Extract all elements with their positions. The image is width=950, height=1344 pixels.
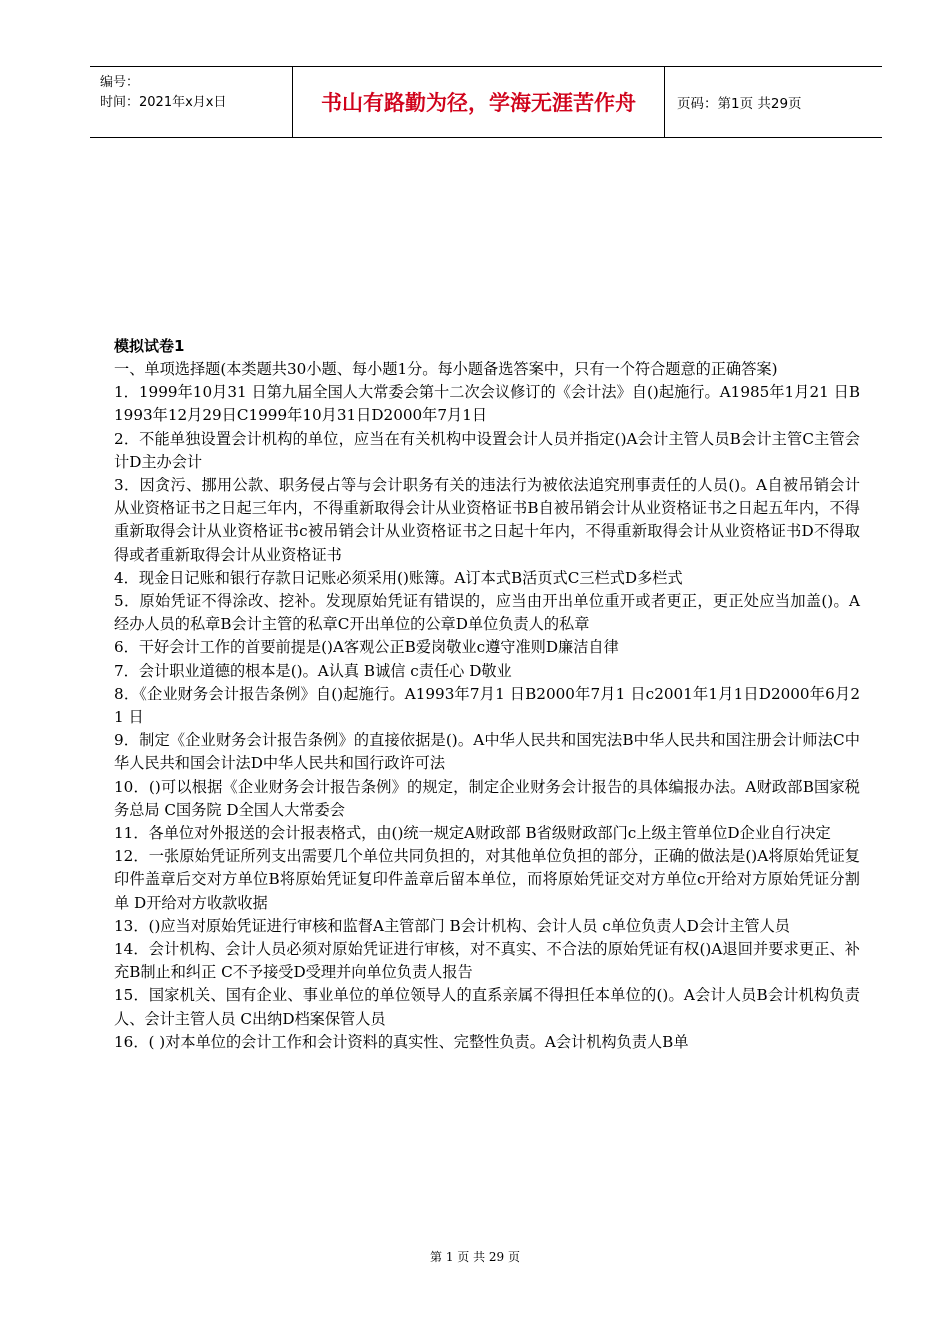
question-14: 14．会计机构、会计人员必须对原始凭证进行审核，对不真实、不合法的原始凭证有权()A退回并要求更正、补充B制止和纠正 C不予接受D受理并向单位负责人报告 [114,940,860,982]
question-2: 2．不能单独设置会计机构的单位，应当在有关机构中设置会计人员并指定()A会计主管人员B会计主管C主管会计D主办会计 [114,429,860,471]
question-16: 16．( )对本单位的会计工作和会计资料的真实性、完整性负责。A会计机构负责人B单 [114,1032,689,1051]
time-label: 时间：2021年x月x日 [100,95,227,110]
header-page-info: 页码：第1页 共29页 [677,96,802,112]
serial-label: 编号： [100,75,140,90]
question-9: 9．制定《企业财务会计报告条例》的直接依据是()。A中华人民共和国宪法B中华人民共和国注册会计师法C中华人民共和国会计法D中华人民共和国行政许可法 [114,731,860,773]
document-title: 模拟试卷1 [114,337,185,355]
page-footer: 第 1 页 共 29 页 [430,1250,520,1264]
question-8: 8．《企业财务会计报告条例》自()起施行。A1993年7月1 日B2000年7月1 日c2001年1月1日D2000年6月21 日 [114,684,860,727]
question-11: 11．各单位对外报送的会计报表格式，由()统一规定A财政部 B省级财政部门c上级主管单位D企业自行决定 [114,824,831,843]
page-header [90,66,882,138]
question-4: 4．现金日记账和银行存款日记账必须采用()账簿。A订本式B活页式C三栏式D多栏式 [114,568,683,587]
header-meta [90,67,293,137]
question-15: 15．国家机关、国有企业、事业单位的单位领导人的直系亲属不得担任本单位的()。A会计人员B会计机构负责人、会计主管人员 C出纳D档案保管人员 [114,986,860,1028]
question-5: 5．原始凭证不得涂改、挖补。发现原始凭证有错误的，应当由开出单位重开或者更正，更正处应当加盖()。A经办人员的私章B会计主管的私章C开出单位的公章D单位负责人的私章 [114,592,860,634]
question-3: 3．因贪污、挪用公款、职务侵占等与会计职务有关的违法行为被依法追究刑事责任的人员()。A自被吊销会计从业资格证书之日起三年内，不得重新取得会计从业资格证书B自被吊销会计从业资格证书之日起五年内，不得重新取得会计从业资格证书c被吊销会计从业资格证书之日起十年内，不得重新取得会计从业资格证书D不得取得或者重新取得会计从业资格证书 [114,476,860,564]
document-body [114,334,860,1054]
question-6: 6．干好会计工作的首要前提是()A客观公正B爱岗敬业c遵守准则D廉洁自律 [114,638,619,657]
question-13: 13．()应当对原始凭证进行审核和监督A主管部门 B会计机构、会计人员 c单位负责人D会计主管人员 [114,916,790,935]
header-motto: 书山有路勤为径，学海无涯苦作舟 [293,67,665,137]
question-12: 12．一张原始凭证所列支出需要几个单位共同负担的，对其他单位负担的部分，正确的做法是()A将原始凭证复印件盖章后交对方单位B将原始凭证复印件盖章后留本单位，而将原始凭证交对方单位c开给对方原始凭证分割单 D开给对方收款收据 [114,847,860,912]
question-7: 7．会计职业道德的根本是()。A认真 B诚信 c责任心 D敬业 [114,661,512,680]
question-1: 1．1999年10月31 日第九届全国人大常委会第十二次会议修订的《会计法》自()起施行。A1985年1月21 日B1993年12月29日C1999年10月31日D2000年7月1日 [114,383,860,425]
question-10: 10．()可以根据《企业财务会计报告条例》的规定，制定企业财务会计报告的具体编报办法。A财政部B国家税务总局 C国务院 D全国人大常委会 [114,777,860,819]
section-heading: 一、单项选择题(本类题共30小题、每小题1分。每小题备选答案中，只有一个符合题意的正确答案) [114,360,778,378]
